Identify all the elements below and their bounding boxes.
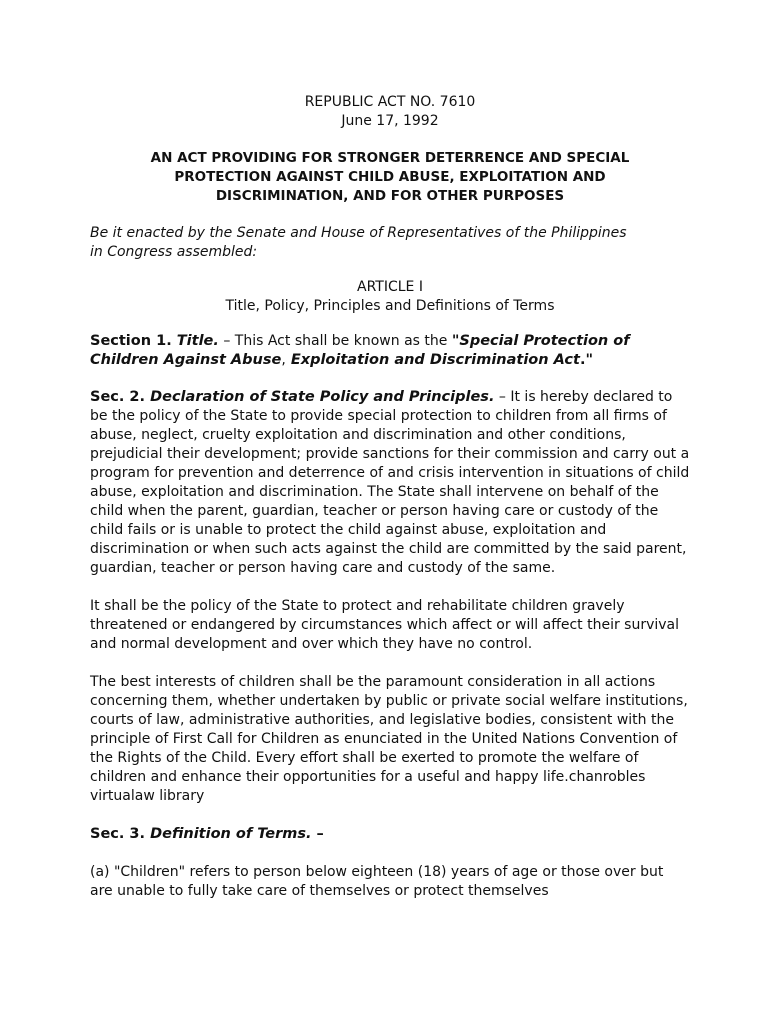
article-heading (90, 278, 690, 316)
section-2 (90, 388, 690, 578)
act-number: REPUBLIC ACT NO. 7610 (304, 94, 476, 110)
section-1 (90, 332, 690, 370)
section-1-comma: , (281, 352, 286, 368)
enacting-clause (90, 224, 690, 262)
section-3 (90, 825, 690, 844)
act-title-line: AN ACT PROVIDING FOR STRONGER DETERRENCE AND SPECIAL (150, 150, 630, 166)
section-1-short-title-part2: Exploitation and Discrimination Act (285, 352, 580, 368)
section-1-text: This Act shall be known as the (234, 333, 452, 349)
section-3-paragraph-a: (a) "Children" refers to person below eighteen (18) years of age or those over but are unable to fully take care of themselves or protect themselves (90, 864, 664, 899)
section-2-label: Sec. 2. (90, 389, 146, 405)
section-3-label: Sec. 3. (90, 826, 146, 842)
section-1-quote-close: ." (579, 352, 594, 368)
section-1-quote-open: " (451, 333, 460, 349)
act-date: June 17, 1992 (341, 113, 439, 129)
section-1-heading: Title. (176, 333, 219, 349)
article-number: ARTICLE I (357, 279, 423, 295)
enacting-clause-line: in Congress assembled: (90, 244, 258, 260)
act-title-line: PROTECTION AGAINST CHILD ABUSE, EXPLOITATION AND (174, 169, 606, 185)
section-2-dash: – (494, 389, 511, 405)
section-1-dash: – (218, 333, 235, 349)
section-3-dash: – (311, 826, 324, 842)
section-3-heading: Definition of Terms. (150, 826, 312, 842)
section-1-label: Section 1. (90, 333, 172, 349)
section-2-paragraph-1: It is hereby declared to be the policy of the State to provide special protection to children from all firms of abuse, neglect, cruelty exploitation and discrimination and other conditions, prejudicial their development; provide sanctions for their commission and carry out a program for prevention and deterrence of and crisis intervention in situations of child abuse, exploitation and discrimination. The State shall intervene on behalf of the child when the parent, guardian, teacher or person having care or custody of the child fails or is unable to protect the child against abuse, exploitation and discrimination or when such acts against the child are committed by the said parent, guardian, teacher or person having care and custody of the same. (90, 389, 690, 576)
section-1-short-title-part1: Special Protection of Children Against Abuse (90, 333, 630, 368)
section-2-heading: Declaration of State Policy and Principles. (150, 389, 495, 405)
article-title: Title, Policy, Principles and Definitions of Terms (225, 298, 555, 314)
act-title (90, 149, 690, 206)
enacting-clause-line: Be it enacted by the Senate and House of Representatives of the Philippines (90, 225, 627, 241)
act-title-line: DISCRIMINATION, AND FOR OTHER PURPOSES (215, 188, 565, 204)
document-page (90, 93, 690, 901)
section-2-paragraph-2: It shall be the policy of the State to protect and rehabilitate children gravely threatened or endangered by circumstances which affect or will affect their survival and normal development and over which they have no control. (90, 598, 680, 652)
section-2-paragraph-3: The best interests of children shall be the paramount consideration in all actions concerning them, whether undertaken by public or private social welfare institutions, courts of law, administrative authorities, and legislative bodies, consistent with the principle of First Call for Children as enunciated in the United Nations Convention of the Rights of the Child. Every effort shall be exerted to promote the welfare of children and enhance their opportunities for a useful and happy life.chanrobles virtualaw library (90, 674, 688, 804)
act-header (90, 93, 690, 131)
